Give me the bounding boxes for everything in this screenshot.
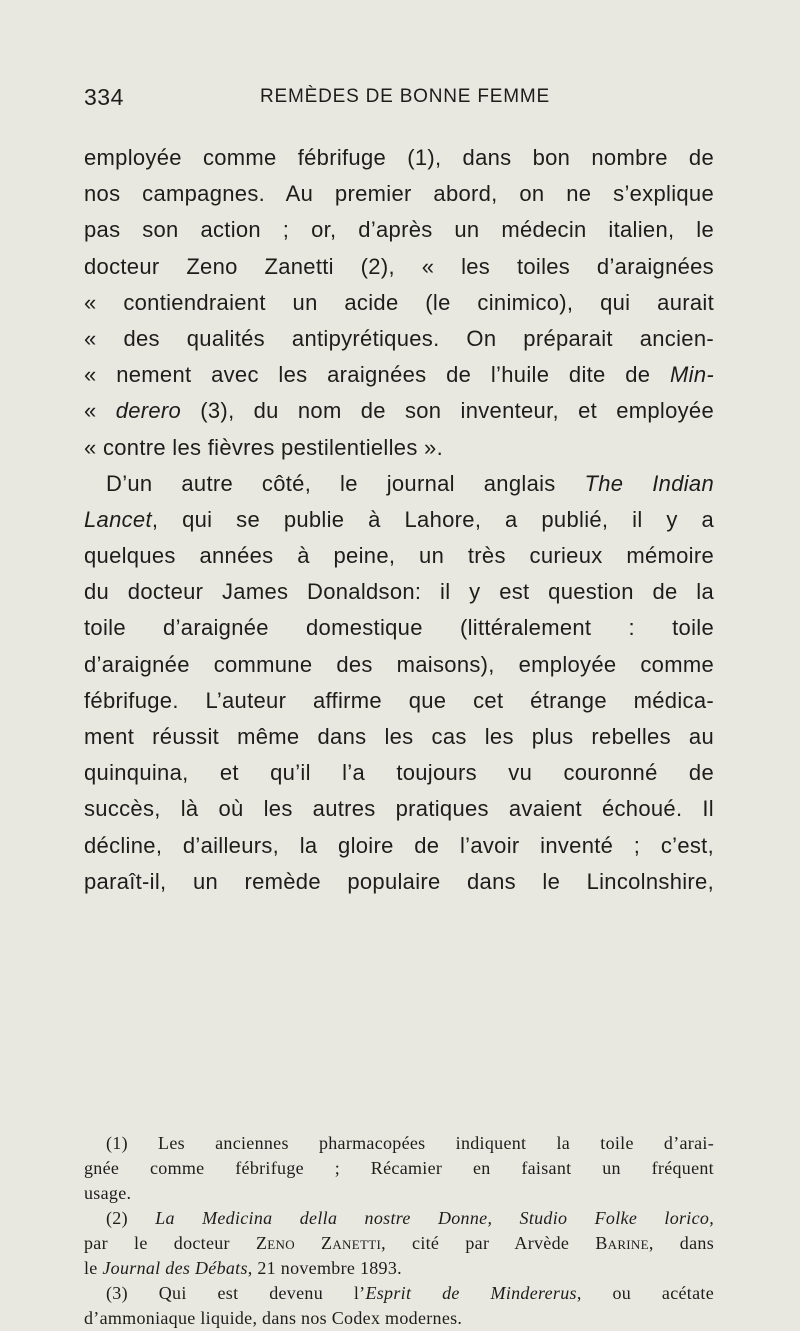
body-text	[84, 140, 714, 900]
text-line: « contre les fièvres pestilentielles ».	[84, 434, 443, 460]
small-caps-run: Barine	[595, 1233, 649, 1253]
text-line	[84, 502, 714, 538]
text-line: d’araignée commune des maisons), employée comme	[84, 651, 714, 677]
text-run: par le docteur	[84, 1233, 256, 1253]
text-line	[84, 393, 714, 429]
text-line: docteur Zeno Zanetti (2), « les toiles d’araignées	[84, 253, 714, 279]
text-line: quinquina, et qu’il l’a toujours vu couronné de	[84, 760, 714, 786]
text-run: D’un autre côté, le journal anglais	[106, 470, 585, 496]
footnote-3-line: d’ammoniaque liquide, dans nos Codex modernes.	[84, 1308, 463, 1328]
text-line: quelques années à peine, un très curieux mémoire	[84, 543, 714, 569]
italic-run: derero	[115, 398, 182, 424]
italic-run: Min-	[670, 362, 714, 388]
text-run: (2)	[106, 1208, 156, 1228]
text-run: , 21 novembre 1893.	[247, 1258, 402, 1278]
text-line: succès, là où les autres pratiques avaient échoué. Il	[84, 796, 714, 822]
italic-run: Journal des Débats	[102, 1258, 248, 1278]
text-line: employée comme fébrifuge (1), dans bon nombre de	[84, 145, 714, 170]
footnote-1-line: usage.	[84, 1183, 132, 1203]
text-run: «	[84, 398, 116, 424]
footnote-1-line: gnée comme fébrifuge ; Récamier en faisant un fréquent	[84, 1158, 714, 1178]
text-line	[84, 357, 714, 393]
text-line: paraît-il, un remède populaire dans le Lincolnshire,	[84, 868, 714, 894]
text-line: fébrifuge. L’auteur affirme que cet étrange médica-	[84, 687, 714, 713]
footnote-2-line	[84, 1206, 714, 1231]
text-line: « contiendraient un acide (le cinimico), qui aurait	[84, 289, 714, 315]
italic-run: Esprit de Mindererus	[365, 1283, 577, 1303]
text-run: , dans	[648, 1233, 715, 1253]
text-run: le	[84, 1258, 103, 1278]
text-line: décline, d’ailleurs, la gloire de l’avoir inventé ; c’est,	[84, 832, 714, 858]
text-line: « des qualités antipyrétiques. On préparait ancien-	[84, 325, 714, 351]
small-caps-run: Zeno Zanetti	[256, 1233, 382, 1253]
text-line: du docteur James Donaldson: il y est question de la	[84, 579, 714, 605]
text-line	[84, 466, 714, 502]
text-run: (3), du nom de son inventeur, et employée	[181, 398, 714, 424]
italic-run: La Medicina della nostre Donne, Studio Folke lorico,	[155, 1208, 714, 1228]
text-run: (3) Qui est devenu l’	[106, 1283, 366, 1303]
text-run: , ou acétate	[576, 1283, 714, 1303]
footnote-3-line	[84, 1281, 714, 1306]
italic-run: The Indian	[584, 470, 714, 496]
text-line: pas son action ; or, d’après un médecin italien, le	[84, 217, 714, 243]
running-title: REMÈDES DE BONNE FEMME	[260, 86, 550, 107]
text-line: ment réussit même dans les cas les plus rebelles au	[84, 724, 714, 749]
running-head	[84, 84, 684, 118]
page-number: 334	[84, 84, 124, 110]
text-run: « nement avec les araignées de l’huile dite de	[84, 362, 671, 388]
italic-run: Lancet	[84, 506, 152, 532]
text-run: , cité par Arvède	[381, 1233, 596, 1253]
text-line: nos campagnes. Au premier abord, on ne s’explique	[84, 181, 714, 207]
text-run: , qui se publie à Lahore, a publié, il y a	[151, 506, 714, 532]
footnote-2-line	[84, 1231, 714, 1256]
footnotes	[84, 1131, 714, 1331]
footnote-2-line	[84, 1256, 714, 1281]
footnote-1-line: (1) Les anciennes pharmacopées indiquent la toile d’arai-	[106, 1133, 714, 1153]
text-line: toile d’araignée domestique (littéralement : toile	[84, 615, 714, 641]
